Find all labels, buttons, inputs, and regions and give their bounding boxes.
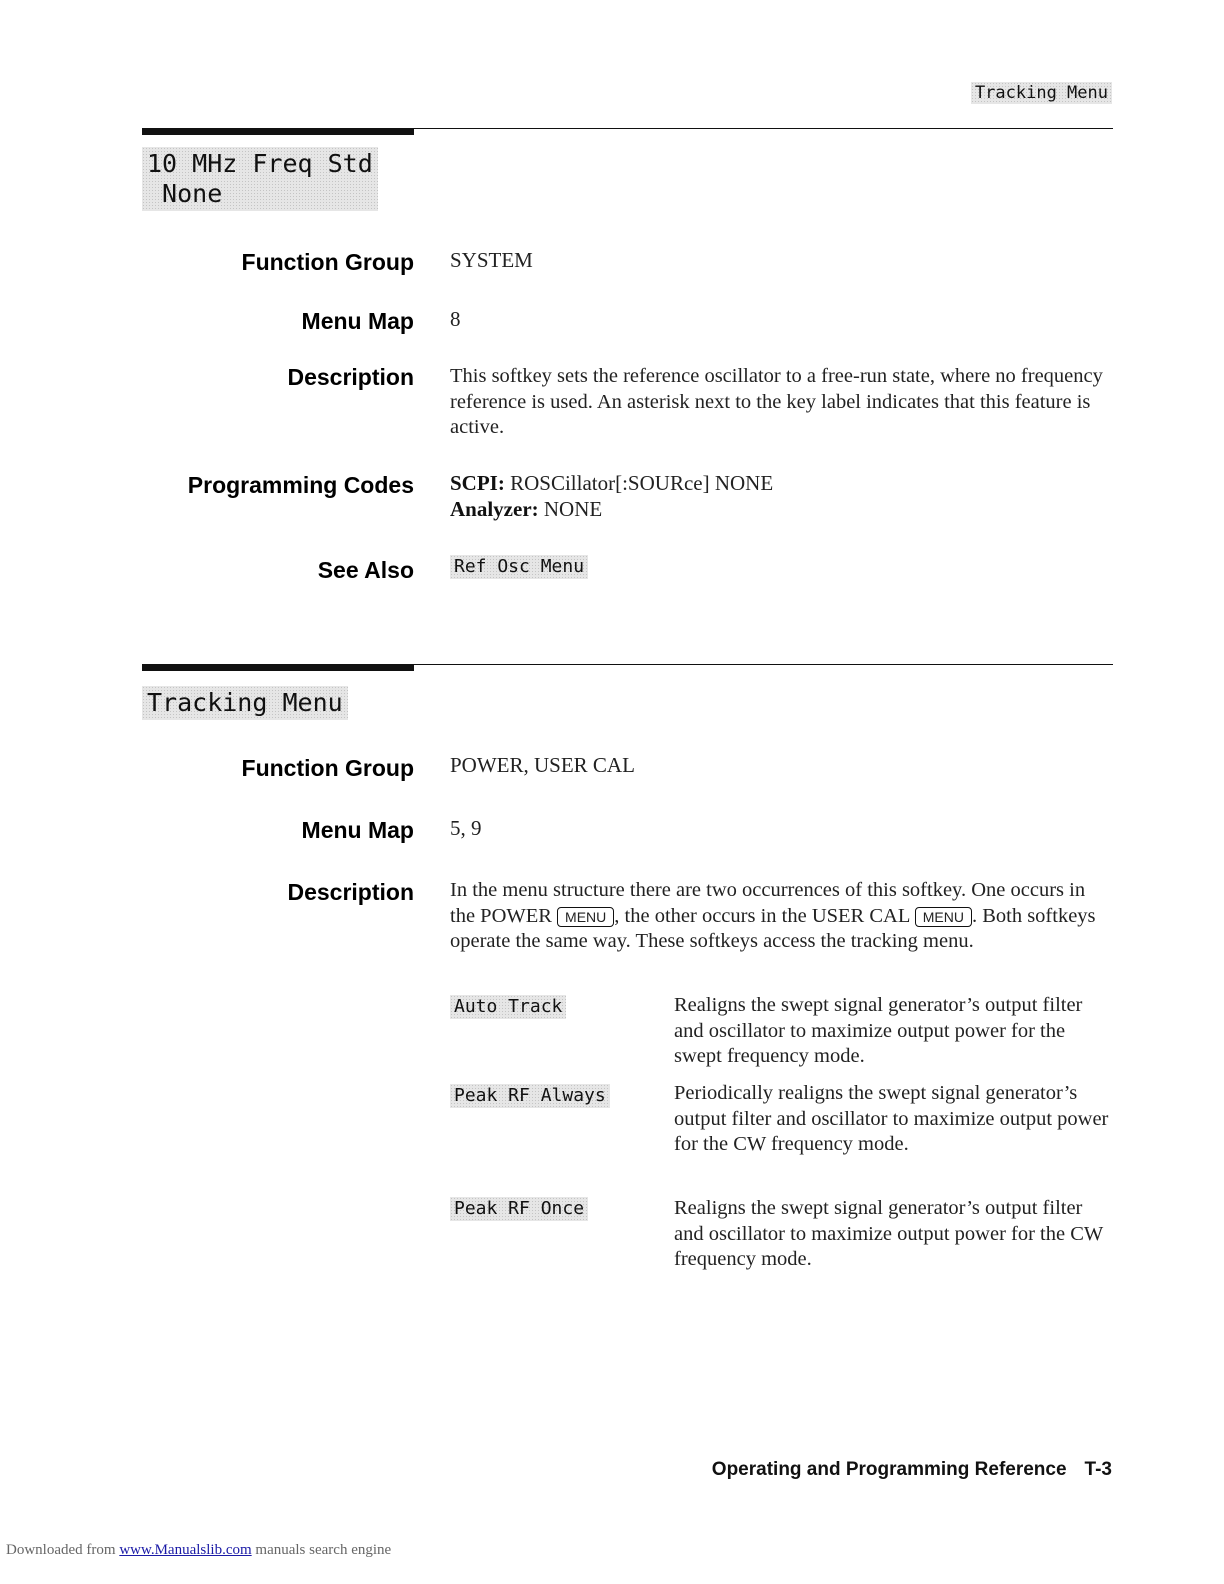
section-title-tracking-menu: Tracking Menu [142, 686, 348, 720]
scpi-value: ROSCillator[:SOURce] NONE [510, 471, 774, 495]
desc-part-2: , the other occurs in the USER CAL [614, 904, 915, 927]
section-rule-thick-2 [142, 664, 414, 671]
label-menu-map-2: Menu Map [301, 817, 414, 843]
page-number: T-3 [1084, 1459, 1112, 1480]
label-description-2: Description [287, 879, 414, 905]
desc-part-3: . Both softkeys operate the same way. These softkeys access the tracking menu. [450, 904, 1096, 953]
function-group-value-2: POWER, USER CAL [450, 753, 635, 777]
download-notice [6, 1542, 391, 1559]
title-line-2: None [147, 179, 223, 208]
label-menu-map: Menu Map [301, 308, 414, 334]
section-rule-thick [142, 128, 414, 135]
scpi-label: SCPI: [450, 471, 505, 495]
see-also-ref-osc-menu[interactable]: Ref Osc Menu [450, 555, 588, 579]
scpi-line [450, 470, 773, 496]
footer-title: Operating and Programming Reference [711, 1459, 1067, 1480]
menu-hardkey-power: MENU [557, 907, 614, 927]
softkey-peak-rf-always-desc: Periodically realigns the swept signal generator’s output filter and oscillator to maximize output power for the CW frequency mode. [674, 1082, 1109, 1156]
manualslib-link[interactable]: www.Manualslib.com [119, 1542, 252, 1558]
section-title-10mhz-freq-std [142, 147, 378, 211]
label-function-group-2: Function Group [241, 755, 414, 781]
label-programming-codes: Programming Codes [187, 472, 414, 498]
download-prefix: Downloaded from [6, 1542, 116, 1558]
label-function-group: Function Group [241, 249, 414, 275]
softkey-peak-rf-once-desc: Realigns the swept signal generator’s output filter and oscillator to maximize output power for the CW frequency mode. [674, 1197, 1103, 1271]
function-group-value: SYSTEM [450, 248, 533, 272]
programming-codes [450, 470, 773, 522]
title-line-1: 10 MHz Freq Std [147, 149, 373, 178]
softkey-peak-rf-once[interactable]: Peak RF Once [450, 1197, 588, 1221]
description-text-2 [450, 878, 1112, 955]
download-suffix: manuals search engine [255, 1542, 392, 1558]
softkey-peak-rf-always[interactable]: Peak RF Always [450, 1084, 610, 1108]
menu-map-value-2: 5, 9 [450, 816, 482, 840]
menu-map-value: 8 [450, 307, 461, 331]
menu-hardkey-user-cal: MENU [915, 907, 972, 927]
page-footer [712, 1459, 1112, 1481]
analyzer-label: Analyzer: [450, 497, 539, 521]
analyzer-line [450, 496, 773, 522]
running-title: Tracking Menu [971, 82, 1112, 104]
desc-part-1: In the menu structure there are two occurrences of this softkey. One occurs in the POWER [450, 879, 1086, 927]
softkey-auto-track-desc: Realigns the swept signal generator’s output filter and oscillator to maximize output power for the swept frequency mode. [674, 994, 1083, 1068]
label-description: Description [287, 364, 414, 390]
analyzer-value: NONE [543, 497, 603, 521]
softkey-auto-track[interactable]: Auto Track [450, 995, 566, 1019]
label-see-also: See Also [317, 557, 414, 583]
description-text: This softkey sets the reference oscillator to a free-run state, where no frequency reference is used. An asterisk next to the key label indicates that this feature is active. [450, 365, 1103, 439]
